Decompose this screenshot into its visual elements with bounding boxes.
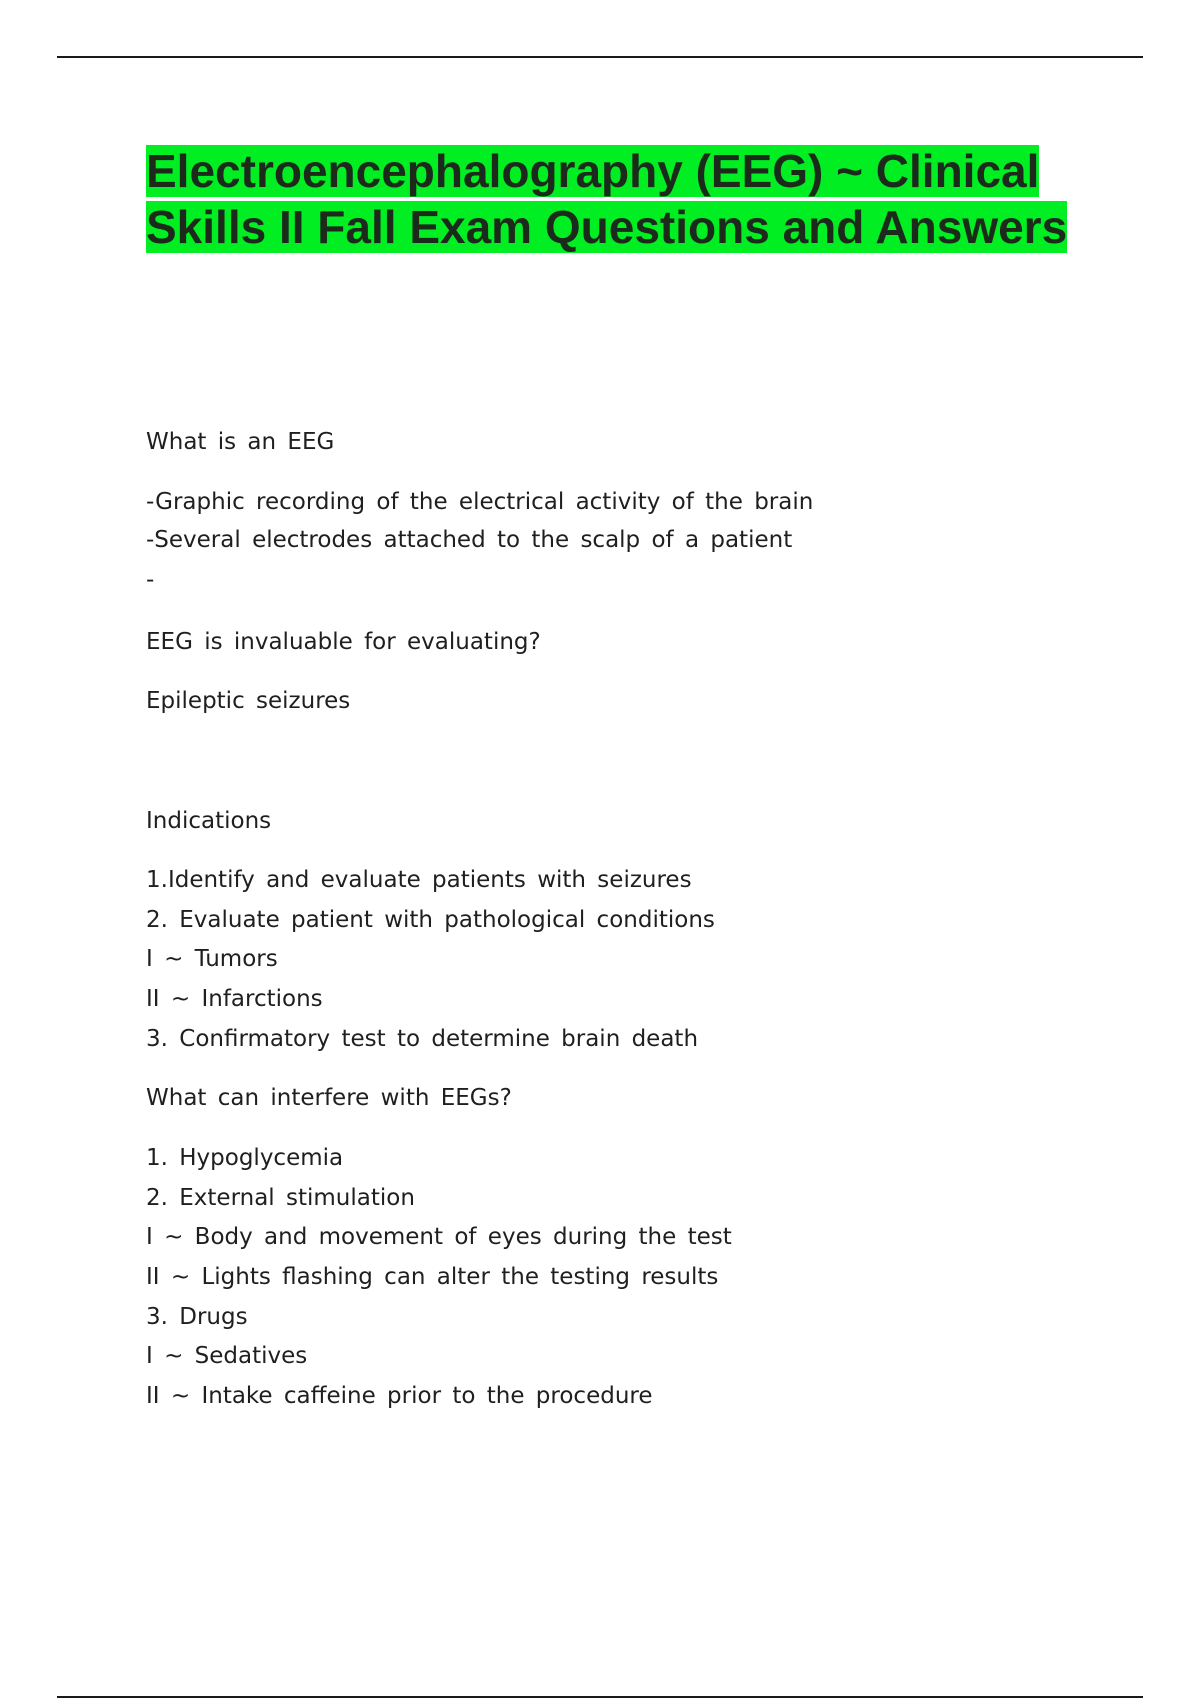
answer-line: 3. Confirmatory test to determine brain death xyxy=(146,1026,699,1052)
answer-line: 2. External stimulation xyxy=(146,1185,415,1211)
answer-line: I ~ Tumors xyxy=(146,946,278,972)
answer-line: -Several electrodes attached to the scalp of a patient xyxy=(146,527,793,553)
question-indications: Indications xyxy=(146,808,272,834)
answer-line: I ~ Sedatives xyxy=(146,1343,308,1369)
bottom-rule xyxy=(57,1696,1143,1698)
question-invaluable-for: EEG is invaluable for evaluating? xyxy=(146,629,541,655)
document-title xyxy=(146,143,1096,255)
answer-line: -Graphic recording of the electrical activity of the brain xyxy=(146,489,814,515)
answer-line: 1. Hypoglycemia xyxy=(146,1145,344,1171)
answer-line: 2. Evaluate patient with pathological conditions xyxy=(146,907,715,933)
answer-line: II ~ Infarctions xyxy=(146,986,323,1012)
answer-line: Epileptic seizures xyxy=(146,688,351,714)
question-interfere: What can interfere with EEGs? xyxy=(146,1085,512,1111)
answer-line: 3. Drugs xyxy=(146,1304,248,1330)
top-rule xyxy=(57,56,1143,58)
answer-line: II ~ Lights flashing can alter the testing results xyxy=(146,1264,719,1290)
answer-line: 1.Identify and evaluate patients with seizures xyxy=(146,867,692,893)
document-title-text: Electroencephalography (EEG) ~ Clinical Skills II Fall Exam Questions and Answers xyxy=(146,145,1068,253)
answer-line: II ~ Intake caffeine prior to the procedure xyxy=(146,1383,653,1409)
question-what-is-eeg: What is an EEG xyxy=(146,429,335,455)
answer-line: - xyxy=(146,567,155,593)
answer-line: I ~ Body and movement of eyes during the test xyxy=(146,1224,732,1250)
